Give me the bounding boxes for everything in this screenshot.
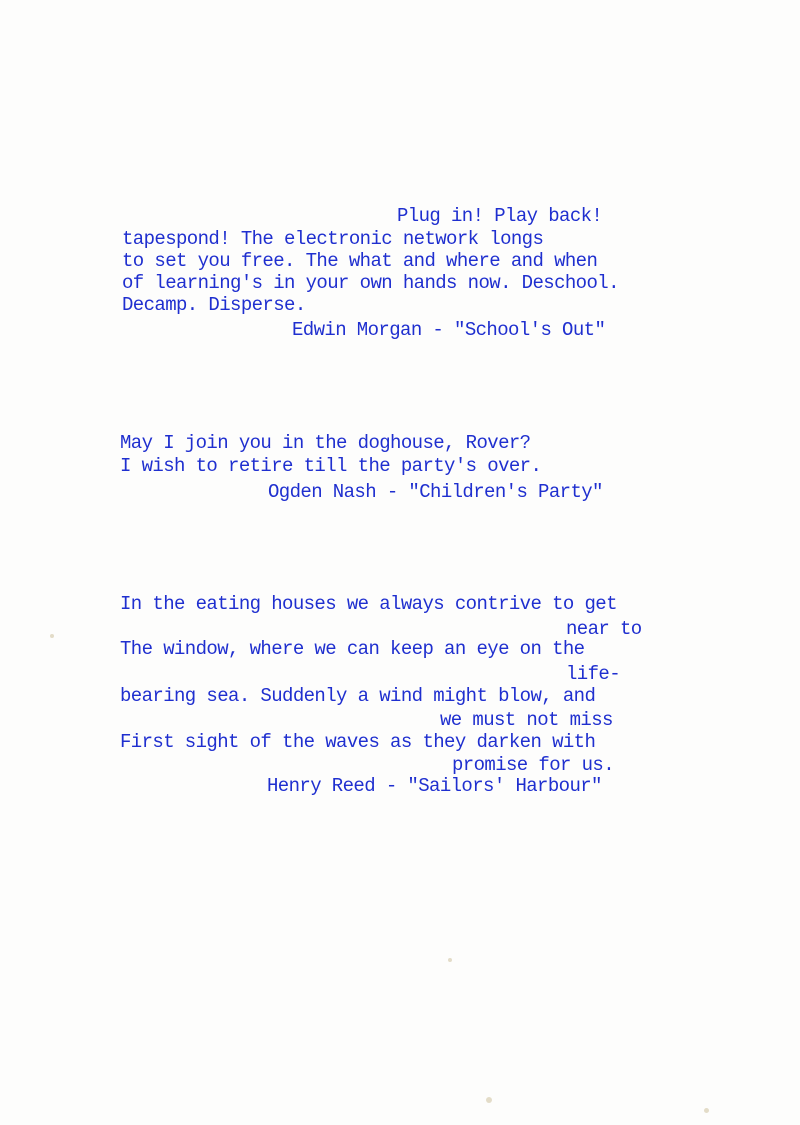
- quote-line: near to: [566, 618, 642, 640]
- quote-line: In the eating houses we always contrive to get: [120, 593, 617, 615]
- quote-line: Plug in! Play back!: [397, 205, 603, 227]
- paper-speck: [50, 634, 54, 638]
- quote-line: bearing sea. Suddenly a wind might blow, and: [120, 685, 596, 707]
- quote-line: life-: [566, 663, 621, 685]
- quote-line: May I join you in the doghouse, Rover?: [120, 432, 531, 454]
- quote-line: of learning's in your own hands now. Deschool.: [122, 272, 619, 294]
- quote-line: promise for us.: [452, 754, 615, 776]
- quote-line: to set you free. The what and where and when: [122, 250, 598, 272]
- paper-speck: [704, 1108, 709, 1113]
- paper-speck: [486, 1097, 492, 1103]
- paper-speck: [448, 958, 452, 962]
- quote-line: tapespond! The electronic network longs: [122, 228, 544, 250]
- quote-line: Decamp. Disperse.: [122, 294, 306, 316]
- quote-line: The window, where we can keep an eye on the: [120, 638, 585, 660]
- quote-line: I wish to retire till the party's over.: [120, 455, 542, 477]
- quote-attribution: Edwin Morgan - "School's Out": [292, 319, 606, 341]
- quote-line: First sight of the waves as they darken with: [120, 731, 596, 753]
- quote-attribution: Henry Reed - "Sailors' Harbour": [267, 775, 602, 797]
- quote-line: we must not miss: [440, 709, 613, 731]
- quote-attribution: Ogden Nash - "Children's Party": [268, 481, 603, 503]
